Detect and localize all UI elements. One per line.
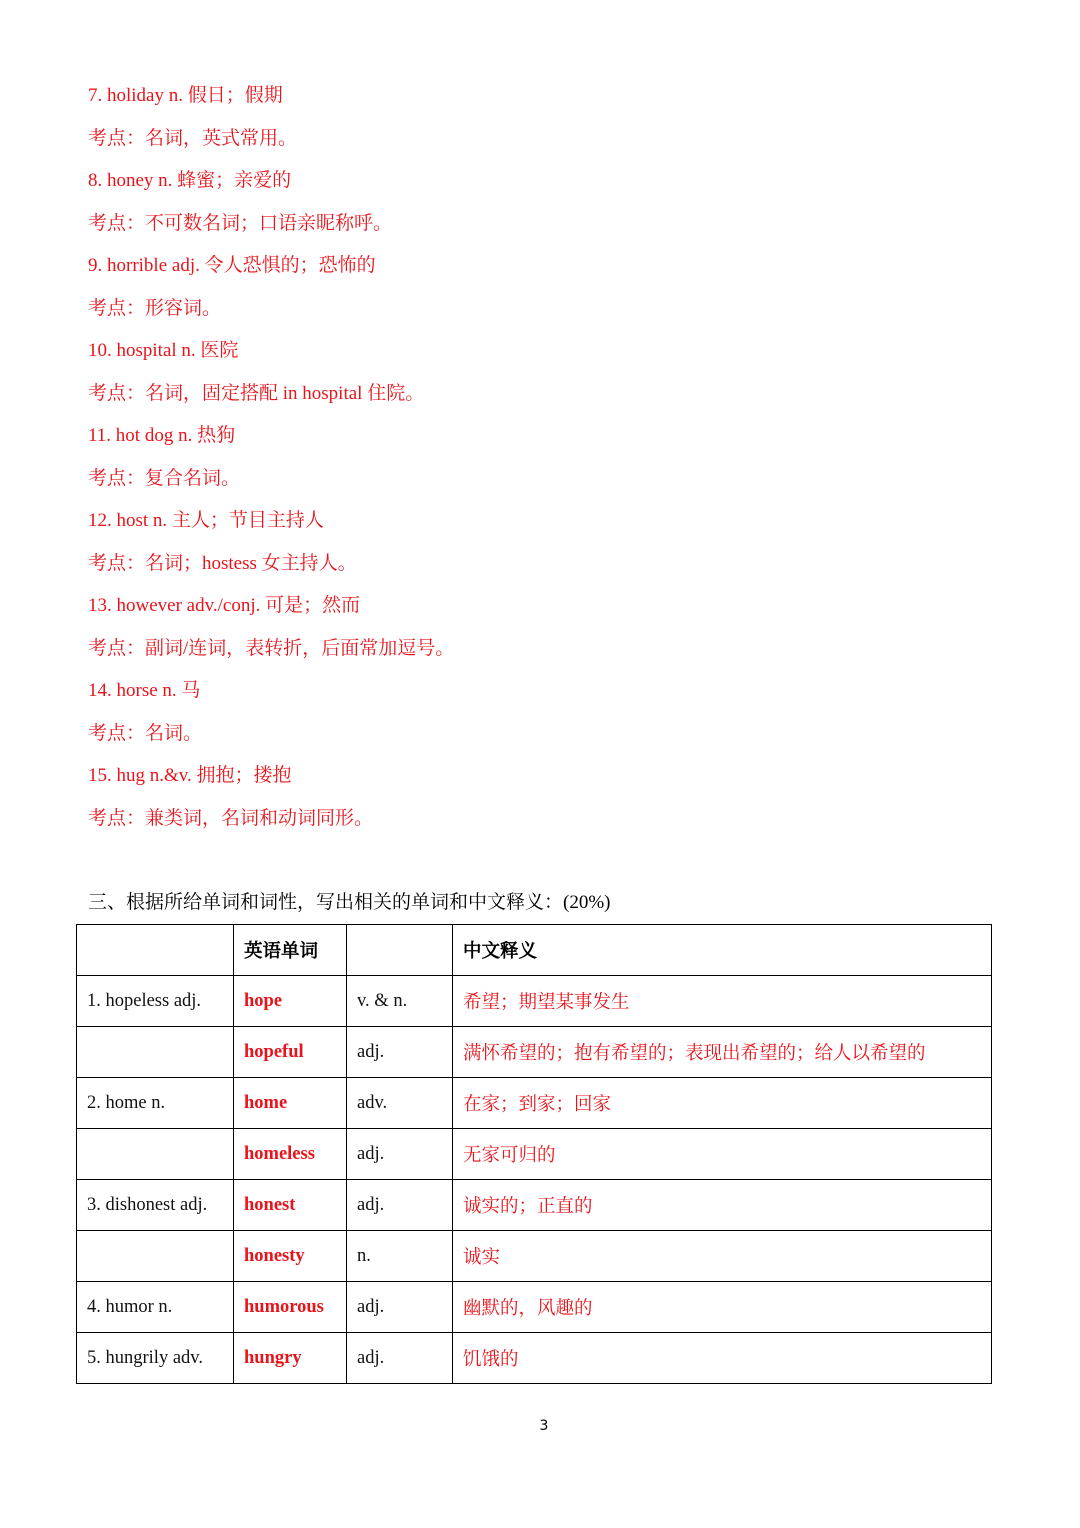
table-header-row (77, 925, 992, 976)
note-hot-dog: 考点：复合名词。 (88, 467, 241, 489)
note-honey: 考点：不可数名词；口语亲昵称呼。 (88, 212, 393, 234)
part-of-speech-cell: v. & n. (347, 976, 453, 1027)
part-of-speech-cell: adj. (347, 1282, 453, 1333)
header-cell-pos (347, 925, 453, 976)
answer-word-cell: homeless (234, 1129, 347, 1180)
section-title: 三、根据所给单词和词性，写出相关的单词和中文释义：(20%) (88, 892, 611, 913)
note-horrible: 考点：形容词。 (88, 297, 222, 319)
word-forms-table (76, 924, 992, 1384)
note-hospital: 考点：名词，固定搭配 in hospital 住院。 (88, 382, 425, 404)
answer-word-cell: honesty (234, 1231, 347, 1282)
entry-hot-dog: 11. hot dog n. 热狗 (88, 425, 236, 446)
table-row (77, 1180, 992, 1231)
answer-word-cell: hopeful (234, 1027, 347, 1078)
answer-word-cell: hope (234, 976, 347, 1027)
note-however: 考点：副词/连词，表转折，后面常加逗号。 (88, 637, 455, 659)
entry-hug: 15. hug n.&v. 拥抱；搂抱 (88, 765, 292, 786)
table-row (77, 1129, 992, 1180)
part-of-speech-cell: n. (347, 1231, 453, 1282)
meaning-cell: 诚实 (453, 1231, 992, 1282)
base-word-cell: 4. humor n. (77, 1282, 234, 1333)
meaning-cell: 无家可归的 (453, 1129, 992, 1180)
meaning-cell: 幽默的，风趣的 (453, 1282, 992, 1333)
entry-however: 13. however adv./conj. 可是；然而 (88, 595, 361, 616)
note-horse: 考点：名词。 (88, 722, 203, 744)
answer-word-cell: honest (234, 1180, 347, 1231)
answer-word-cell: home (234, 1078, 347, 1129)
part-of-speech-cell: adv. (347, 1078, 453, 1129)
base-word-cell: 3. dishonest adj. (77, 1180, 234, 1231)
entry-holiday: 7. holiday n. 假日；假期 (88, 85, 283, 106)
table-row (77, 1027, 992, 1078)
note-holiday: 考点：名词，英式常用。 (88, 127, 298, 149)
base-word-cell: 2. home n. (77, 1078, 234, 1129)
meaning-cell: 诚实的；正直的 (453, 1180, 992, 1231)
part-of-speech-cell: adj. (347, 1027, 453, 1078)
base-word-cell: 5. hungrily adv. (77, 1333, 234, 1384)
part-of-speech-cell: adj. (347, 1333, 453, 1384)
meaning-cell: 希望；期望某事发生 (453, 976, 992, 1027)
page-number: 3 (539, 1418, 549, 1434)
base-word-cell: 1. hopeless adj. (77, 976, 234, 1027)
entry-host: 12. host n. 主人；节目主持人 (88, 510, 324, 531)
base-word-cell (77, 1027, 234, 1078)
base-word-cell (77, 1231, 234, 1282)
entry-horse: 14. horse n. 马 (88, 680, 201, 701)
entry-honey: 8. honey n. 蜂蜜；亲爱的 (88, 170, 292, 191)
note-host: 考点：名词；hostess 女主持人。 (88, 552, 357, 574)
meaning-cell: 满怀希望的；抱有希望的；表现出希望的；给人以希望的 (453, 1027, 992, 1078)
table-row (77, 1231, 992, 1282)
header-cell-meaning: 中文释义 (453, 925, 992, 976)
table-row (77, 1078, 992, 1129)
answer-word-cell: hungry (234, 1333, 347, 1384)
header-cell-base (77, 925, 234, 976)
table-row (77, 1282, 992, 1333)
table-row (77, 976, 992, 1027)
entry-hospital: 10. hospital n. 医院 (88, 340, 239, 361)
base-word-cell (77, 1129, 234, 1180)
entry-horrible: 9. horrible adj. 令人恐惧的；恐怖的 (88, 255, 376, 276)
answer-word-cell: humorous (234, 1282, 347, 1333)
meaning-cell: 饥饿的 (453, 1333, 992, 1384)
header-cell-english-word: 英语单词 (234, 925, 347, 976)
part-of-speech-cell: adj. (347, 1180, 453, 1231)
part-of-speech-cell: adj. (347, 1129, 453, 1180)
vocabulary-entries (88, 80, 988, 845)
meaning-cell: 在家；到家；回家 (453, 1078, 992, 1129)
note-hug: 考点：兼类词，名词和动词同形。 (88, 807, 374, 829)
table-row (77, 1333, 992, 1384)
